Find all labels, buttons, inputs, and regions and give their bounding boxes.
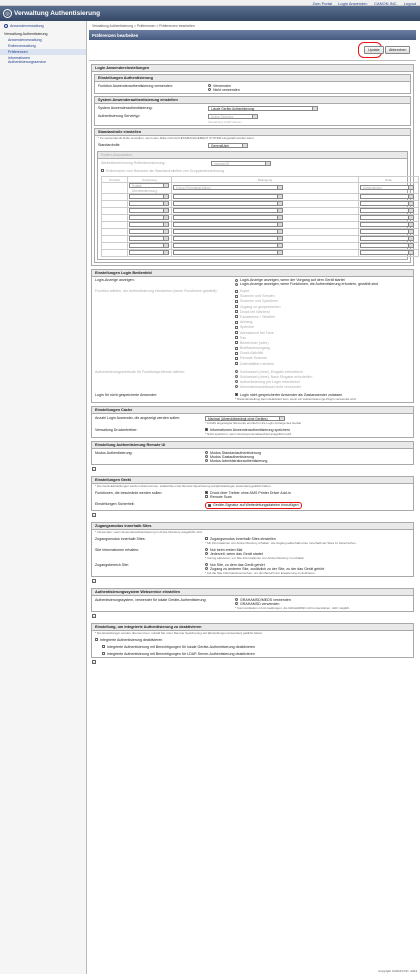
button-row <box>89 40 416 61</box>
role-table <box>101 176 419 257</box>
range-note: * Auf die Site-Informationssurechen, um den Bereich der Erweiterung zu definieren. <box>205 570 316 575</box>
sidebar-back-link[interactable] <box>0 23 86 29</box>
field-label: Zugangsbereich Site: <box>95 562 129 567</box>
checkbox-label: Zugang zu gespeicherten <box>240 304 281 309</box>
cache-section <box>91 406 414 438</box>
checkbox-label: Speicher <box>240 325 255 330</box>
collapse-icon[interactable]: − <box>93 614 95 619</box>
main-content <box>89 21 416 974</box>
section-header: Einstellung Authentisierung Remote UI <box>92 442 413 449</box>
field-label: Login für nicht gespeicherte Anwender: <box>95 392 158 397</box>
unsaved-row <box>92 391 413 402</box>
field-label: Authentisierungssystem, verwendet für lokale Geräte-Authentisierung: <box>95 597 207 602</box>
col-header: Zuordnung <box>128 177 172 183</box>
system-select[interactable]: Lokale Geräte-Authentisierung <box>208 106 318 111</box>
remote-radio-3[interactable] <box>205 459 410 463</box>
auth-func-row <box>95 82 410 93</box>
radio-label: Schluessel (ohne), Eingabe erforderlich <box>240 369 303 374</box>
radio-label: Modus Administratorauthentisierung <box>210 458 268 463</box>
col-header: Priorität <box>102 177 128 183</box>
radio-label: Nicht verwenden <box>213 87 240 92</box>
radio-label: Nur beim ersten Mal <box>210 547 243 552</box>
func-checkbox[interactable] <box>235 346 410 350</box>
role-subsection <box>94 128 411 263</box>
radio-label: Zugang zu anderen Site, zusätzlich zu der Site, zu der das Gerät gehört <box>210 566 325 571</box>
func-checkbox[interactable] <box>235 362 410 366</box>
radio-label: Schluessel (ohne), Nach Eingabe erforderlich <box>240 374 313 379</box>
signature-checkbox[interactable] <box>208 504 211 507</box>
func-checkbox[interactable] <box>235 331 410 335</box>
checkbox-label: Integrierte Authentisierung deaktivieren <box>100 637 163 642</box>
func-checkbox[interactable] <box>235 325 410 329</box>
func-checkbox[interactable] <box>235 310 410 314</box>
checkbox-label: Druck Aktivität <box>240 351 263 356</box>
server-select[interactable]: Active Directory <box>208 114 258 119</box>
radio-label: Authentisierung per Login erforderlich <box>240 379 300 384</box>
section-header: Login Anwendereinstellungen <box>92 65 413 72</box>
func-list <box>235 289 410 367</box>
func-checkbox[interactable] <box>235 356 410 360</box>
role-select[interactable]: Administrator <box>360 185 414 190</box>
section-header: Authentisierungssystem Webservice einstellen <box>92 589 413 596</box>
user-label: Login Anwender: <box>338 1 368 6</box>
cancel-button[interactable]: Abbrechen <box>385 46 410 54</box>
driver-checkbox[interactable] <box>205 428 208 431</box>
collapse-icon[interactable]: − <box>93 660 95 665</box>
sidebar-group: Verwaltung Authentisierung <box>4 32 48 36</box>
section-header: Einstellungen Gerät <box>92 477 413 484</box>
remote-section <box>91 441 414 465</box>
checkbox-label: Faxadresse / Tabellen <box>240 314 276 319</box>
condition-input[interactable]: Canon Peripheral Admin <box>173 185 283 190</box>
field-label: Authentisierung Servertyp: <box>98 113 141 118</box>
method-row <box>92 368 413 391</box>
attr-checkbox[interactable] <box>101 169 104 172</box>
display-row <box>92 277 413 288</box>
field-label: Anzahl Login Anwender, die angezeigt werden sollen: <box>95 415 181 420</box>
highlight-box <box>205 502 302 509</box>
collapse-icon[interactable]: − <box>93 467 95 472</box>
portal-link[interactable]: Zum Portal <box>312 1 333 6</box>
radio-label: Jederzeit, wenn das Gerät startet <box>210 551 263 556</box>
unsaved-note: * Diese Einstellung kann deaktiviert sein, wenn ein Authentisierungs-PlugIn verwendet wird. <box>235 396 357 401</box>
method-radio[interactable] <box>235 380 410 384</box>
field-label: Modus Authentisierung: <box>95 450 133 455</box>
role-note: * Zu verwendende Rolle einstellen, wenn eine Rolle nicht ACCESSMANAGEMENT SYSTEM eingestellt worden kann. <box>98 136 255 140</box>
int-check-1[interactable] <box>92 636 413 643</box>
server-row <box>95 112 410 125</box>
radio-label: GRAHAMSD verwenden <box>240 601 280 606</box>
radio-label: Informationsschlüssel nicht verwendet <box>240 384 301 389</box>
checkbox-label: Remote-Scanner <box>240 356 268 361</box>
field-label: Zugangsmodus innerhalb Sites: <box>95 536 146 541</box>
func-checkbox[interactable] <box>235 351 410 355</box>
method-radio[interactable] <box>235 370 410 374</box>
collapse-icon[interactable]: − <box>93 513 95 518</box>
field-label: System Anwenderauthentisierung: <box>98 105 153 110</box>
section-header: Einstellung, um integrierte Authentisierung zu deaktivieren <box>92 624 413 631</box>
col-header: Bedingung <box>172 177 359 183</box>
role-select[interactable]: GeneralUser <box>208 143 248 148</box>
sidebar <box>0 21 87 974</box>
func-checkbox[interactable] <box>235 315 410 319</box>
roleassoc-subsection <box>97 151 408 260</box>
field-label: Site Informationen erhalten: <box>95 547 140 552</box>
access-section <box>91 522 414 577</box>
checkbox-label: Briefkastenzugang <box>240 346 270 351</box>
checkbox-label: Geräte-Signatur auf Weiterleitungsdateien hinzufügen <box>213 503 299 508</box>
checkbox-label: Kopie <box>240 289 250 293</box>
field-label: Authentisierungsmethode für Funktionsprüfende wählen: <box>95 369 186 374</box>
sidebar-back-label: Anwenderverwaltung <box>10 24 44 28</box>
checkbox-label: Adressbuch bei Faxe <box>240 330 274 335</box>
func-row <box>92 288 413 369</box>
table-row <box>102 183 419 194</box>
back-arrow-icon <box>4 24 8 28</box>
collapse-icon[interactable]: − <box>93 579 95 584</box>
access-checkbox[interactable] <box>205 537 208 540</box>
sidebar-item-users[interactable]: Anwenderverwaltung <box>8 38 42 42</box>
device-func-2[interactable] <box>205 495 410 499</box>
field-label: Login-Anzeige anzeigen: <box>95 278 135 282</box>
sidebar-item-roles[interactable]: Rollenverwaltung <box>8 44 36 48</box>
subsection-header: Rollen-Assoziation <box>98 152 407 159</box>
section-header: Einstellungen Cache <box>92 407 413 414</box>
func-checkbox[interactable] <box>235 336 410 340</box>
system-subsection <box>94 96 411 126</box>
app-header <box>0 6 420 21</box>
match-select[interactable]: Exakte Übereinstimmung <box>129 183 169 188</box>
checkbox-label: Login nicht gespeicherter Anwender als Gastanwender zulassen <box>240 392 343 397</box>
ws-note: * Kommunikation mit Anmeldungen, die GRAHAMSD nicht unterstützen, nicht möglich. <box>235 605 351 610</box>
func-checkbox[interactable] <box>235 299 410 303</box>
field-label: Attributbezeichnung Rollenbezeichnung: <box>101 160 166 165</box>
method-list <box>235 370 410 390</box>
col-header: Rolle <box>359 177 419 183</box>
method-radio[interactable] <box>235 375 410 379</box>
checkbox-label: Bezeichner (oder) <box>240 340 269 345</box>
role-row <box>95 141 410 149</box>
func-checkbox[interactable] <box>235 294 410 298</box>
radio-label: Login-Anzeige anzeigen, wenn Funktionen, die Authentisierung erfordern, gewählt sind <box>240 282 379 286</box>
checkbox-label: Fax <box>240 335 246 340</box>
sidebar-item-auth-info[interactable]: Informationen Authentisierungsservice <box>8 56 47 64</box>
server-link[interactable]: Verwaltung LDAP-Server... <box>208 119 244 124</box>
driver-note: * Nicht speichern, wenn Servicepersonalwechsel ausgeführt wird. <box>205 431 292 436</box>
radio-label: Modus Standardauthentisierung <box>210 450 261 455</box>
int-check-2[interactable] <box>92 643 413 650</box>
checkbox-label: Druck über Treiber ohne AMS Printer Driver Add-in <box>210 490 291 495</box>
attr-input[interactable]: memberOf <box>211 161 271 166</box>
app-title: Verwaltung Authentisierung <box>14 10 101 17</box>
app-logo-icon: ◎ <box>3 9 12 18</box>
section-header: Einstellungen Login Bedienfeld <box>92 270 413 277</box>
radio-label: GRAHAMSD/MEDS verwenden <box>240 597 291 602</box>
checkbox-label: Scannen und Speichern <box>240 299 279 304</box>
checkbox-label: Scannen und Senden <box>240 294 275 299</box>
checkbox-label: Zugangsmodus innerhalb Sites einstellen <box>210 536 276 541</box>
page-title: Präferenzen bearbeiten <box>89 30 416 40</box>
webservice-section <box>91 588 414 612</box>
checkbox-label: Remote Scan <box>210 494 232 499</box>
radio-label: Login-Anzeige anzeigen, wenn der Vorgang auf dem Gerät startet <box>240 278 345 282</box>
device-section <box>91 476 414 511</box>
radio-notuse[interactable] <box>208 88 407 92</box>
integrated-section <box>91 623 414 658</box>
footer: Copyright CANON INC. 2013 <box>378 969 417 973</box>
func-checkbox[interactable] <box>235 320 410 324</box>
mode-note: * Mit Informationen von Active Directory erhalten, wie Zugang außerhalb einer innerhalb der Sites zu beherrschen. <box>205 540 357 545</box>
display-radio-2[interactable] <box>235 282 410 286</box>
panel-section <box>91 269 414 404</box>
logout-link[interactable]: Logout <box>403 1 416 6</box>
sidebar-item-preferences[interactable]: Präferenzen <box>0 49 86 55</box>
field-label: Verwaltung Druckertreiber: <box>95 427 138 432</box>
field-label: Funktion Anwenderauthentisierung verwenden: <box>98 83 173 88</box>
func-checkbox[interactable] <box>235 289 410 293</box>
integrated-note: * Die Einstellungen werden übernommen, sobald Sie unter Remote Speicherung auf [Einstellungen anwenden] geklickt haben. <box>95 631 263 636</box>
field-label: Standardrolle: <box>98 142 121 147</box>
subsection-header: Standardrolle einstellen <box>95 129 410 136</box>
system-row <box>95 104 410 112</box>
section-header: Zugangsmodus innerhalb Sites <box>92 523 413 530</box>
subsection-header: Einstellungen Authentisierung <box>95 75 410 82</box>
checkbox-label: Datenblättern sichern <box>240 361 275 366</box>
info-note: * Vorzug aktivieren, um Site-Informationen von Active Directory zu erhalten. <box>205 555 306 560</box>
checkbox-label: Druck bei Wartend <box>240 309 270 314</box>
access-note: * Verwenden, wenn Anwenderauthentisierung in Active Directory ausgeführt wird. <box>95 530 203 535</box>
radio-label: Modus Gastauthentisierung <box>210 454 254 459</box>
checkbox-label: Informationen Anwenderauthentisierung speichern <box>210 427 291 432</box>
field-label: Funktion wählen, die Authentisierung erforderten (wenn Funktionen gewählt): <box>95 289 218 293</box>
func-checkbox[interactable] <box>235 341 410 345</box>
user-name: CANON INC. <box>374 1 398 6</box>
subsection-header: System Anwenderauthentisierung einstellen <box>95 97 410 104</box>
int-check-3[interactable] <box>92 650 413 657</box>
checkbox-label: Anhang <box>240 320 253 325</box>
func-checkbox[interactable] <box>235 305 410 309</box>
checkbox-label: Integrierte Authentisierung mit Berechtigungen für LDAP-Server-Authentisierung deaktivieren <box>107 651 255 656</box>
field-label: Einstellungen Sicherheit: <box>95 501 135 506</box>
login-settings-section <box>91 64 414 266</box>
count-select[interactable]: Maximal (Abrenddbedrängt ohne Gerätes) <box>205 416 285 421</box>
breadcrumb: Verwaltung Authentisierung > Präferenzen > Präferenzen bearbeiten <box>92 24 195 28</box>
checkbox-label: Rollenname vom Benutzer als Standardrollelbel von Gruppenbezeichnung <box>106 168 225 173</box>
device-note: * Die Gerät-Einstellungen werden übernommen, sobald Sie unter Remote Speicherung auf [Einstellungen anwenden] geklickt haben. <box>95 484 272 489</box>
radio-label: Verwenden <box>213 83 231 88</box>
method-radio[interactable] <box>235 385 410 389</box>
auth-subsection <box>94 74 411 94</box>
checkbox-label: Integrierte Authentisierung mit Berechtigungen für lokale Geräte-Authentisierung deaktivieren <box>107 644 256 649</box>
radio-label: Nur Site, zu dem das Gerät gehört <box>210 562 265 567</box>
count-note: * Anzahl angezeigter Elemente ermittelt in die Login-Anzeige des Geräts <box>205 420 302 425</box>
unsaved-checkbox[interactable] <box>235 393 238 396</box>
update-button[interactable]: Update <box>364 46 384 54</box>
field-label: Funktionen, die beschränkt werden sollen: <box>95 490 163 495</box>
